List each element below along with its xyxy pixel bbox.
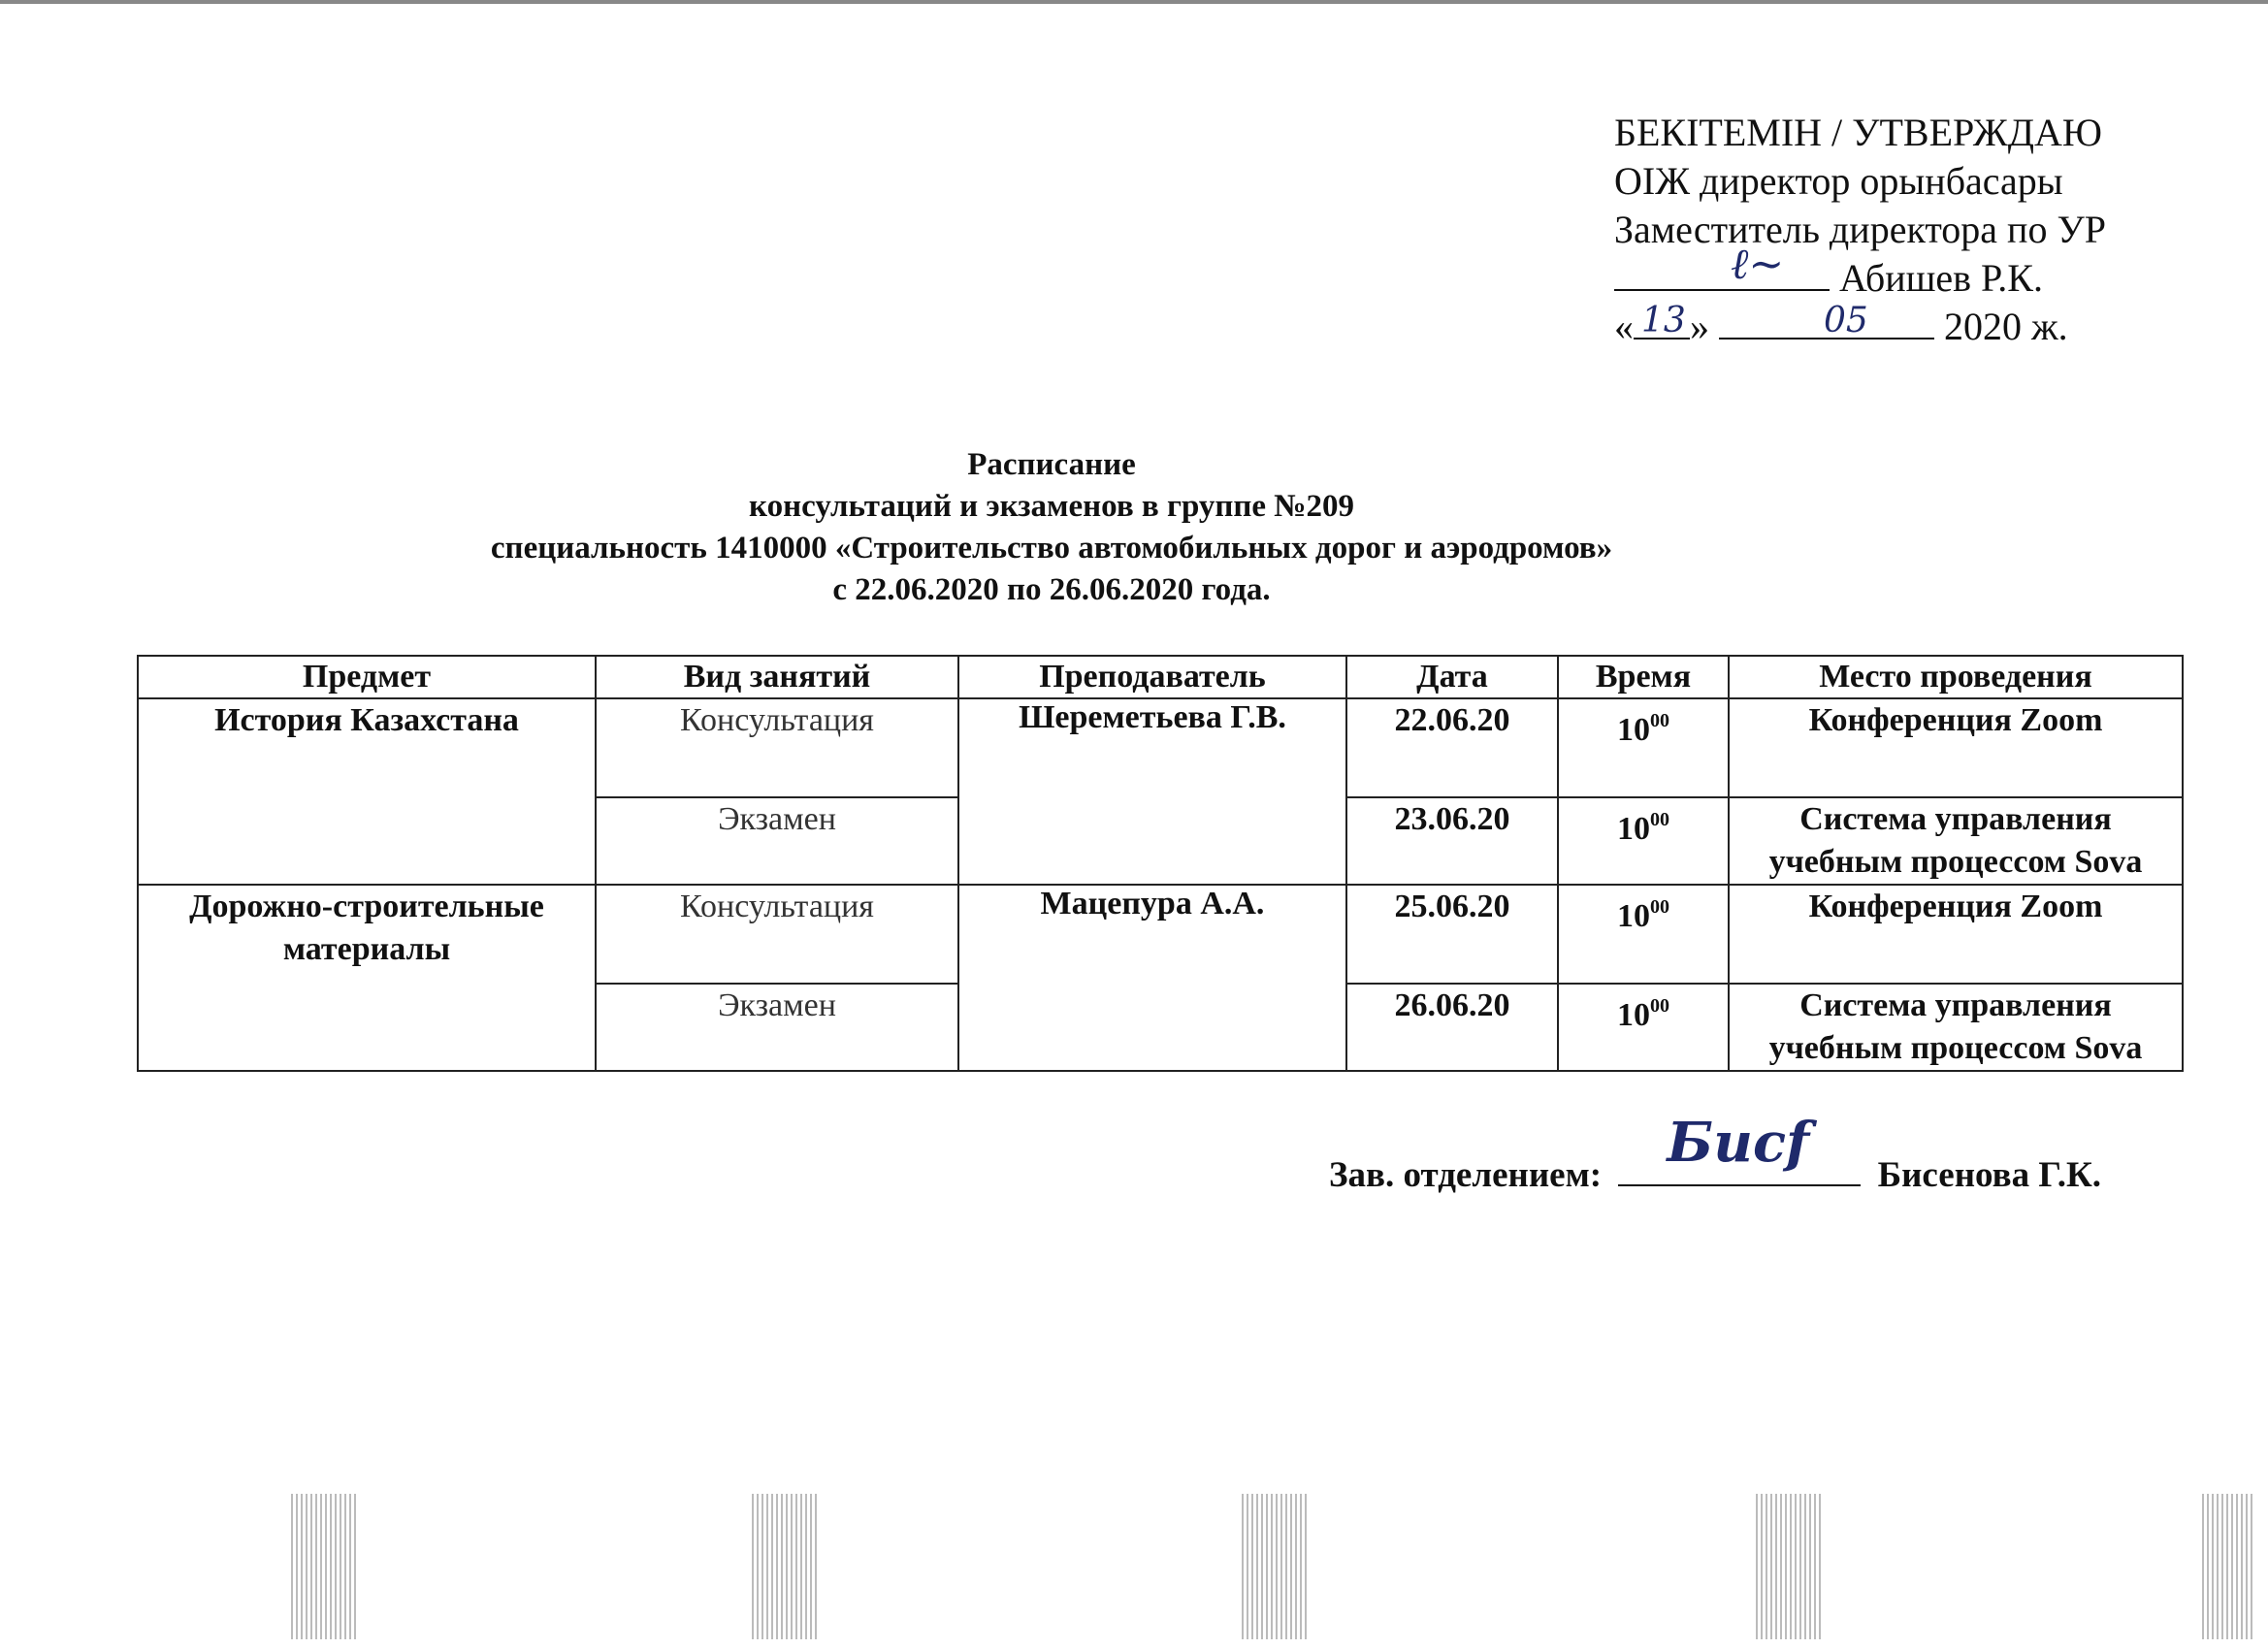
date-cell: 26.06.20 — [1346, 984, 1558, 1071]
scan-smudge — [1242, 1494, 1310, 1639]
subject-cell: Дорожно-строительные материалы — [138, 885, 596, 1071]
approval-block — [1614, 109, 2157, 351]
date-cell: 23.06.20 — [1346, 797, 1558, 885]
teacher-cell: Шереметьева Г.В. — [958, 698, 1346, 885]
footer-name: Бисенова Г.К. — [1877, 1155, 2102, 1195]
head-signature: Бuсf — [1667, 1111, 1810, 1175]
header-teacher: Преподаватель — [958, 656, 1346, 698]
document-title — [0, 444, 2268, 611]
table-row — [138, 885, 2183, 984]
date-cell: 22.06.20 — [1346, 698, 1558, 797]
approval-line-1: БЕКІТЕМІН / УТВЕРЖДАЮ — [1614, 111, 2102, 154]
subject-cell: История Казахстана — [138, 698, 596, 885]
footer-label: Зав. отделением: — [1329, 1155, 1603, 1195]
header-place: Место проведения — [1729, 656, 2183, 698]
kind-cell: Консультация — [596, 698, 958, 797]
place-cell: Система управления учебным процессом Sova — [1729, 797, 2183, 885]
header-date: Дата — [1346, 656, 1558, 698]
table-row — [138, 698, 2183, 797]
date-month: 05 — [1824, 301, 1868, 340]
header-subject: Предмет — [138, 656, 596, 698]
place-cell: Конференция Zoom — [1729, 698, 2183, 797]
time-cell: $10^{00}$ — [1558, 797, 1729, 885]
scan-smudge — [1756, 1494, 1824, 1639]
teacher-cell: Мацепура А.А. — [958, 885, 1346, 1071]
place-cell: Конференция Zoom — [1729, 885, 2183, 984]
title-line-3: специальность 1410000 «Строительство автомобильных дорог и аэродромов» — [490, 531, 1613, 566]
date-month-blank — [1719, 303, 1934, 340]
approval-line-2: ОІЖ директор орынбасары — [1614, 159, 2063, 203]
date-day: 13 — [1641, 301, 1686, 340]
footer-signature-blank — [1618, 1111, 1861, 1186]
date-year: 2020 ж. — [1944, 305, 2068, 348]
approval-line-3: Заместитель директора по УР — [1614, 208, 2107, 251]
kind-cell: Консультация — [596, 885, 958, 984]
signature-blank — [1614, 240, 1830, 291]
date-day-blank — [1634, 303, 1690, 340]
approver-name: Абишев Р.К. — [1839, 256, 2043, 300]
footer-signature-line — [1329, 1111, 2202, 1196]
kind-cell: Экзамен — [596, 984, 958, 1071]
time-cell: $10^{00}$ — [1558, 885, 1729, 984]
table-header-row — [138, 656, 2183, 698]
time-cell: $10^{00}$ — [1558, 984, 1729, 1071]
approval-date-line: « 13 » 05 2020 ж. — [1614, 303, 2157, 351]
approval-signature-line — [1614, 240, 2157, 303]
date-cell: 25.06.20 — [1346, 885, 1558, 984]
approver-signature: ℓ∼ — [1731, 240, 1785, 289]
kind-cell: Экзамен — [596, 797, 958, 885]
schedule-table — [137, 655, 2184, 1072]
title-line-2: консультаций и экзаменов в группе №209 — [749, 489, 1354, 524]
scan-smudge — [291, 1494, 359, 1639]
scan-top-edge — [0, 0, 2268, 4]
scan-smudge — [2202, 1494, 2255, 1639]
title-line-4: с 22.06.2020 по 26.06.2020 года. — [832, 572, 1271, 607]
header-kind: Вид занятий — [596, 656, 958, 698]
time-cell: $10^{00}$ — [1558, 698, 1729, 797]
scan-smudge — [752, 1494, 820, 1639]
title-line-1: Расписание — [967, 447, 1136, 482]
place-cell: Система управления учебным процессом Sova — [1729, 984, 2183, 1071]
header-time: Время — [1558, 656, 1729, 698]
